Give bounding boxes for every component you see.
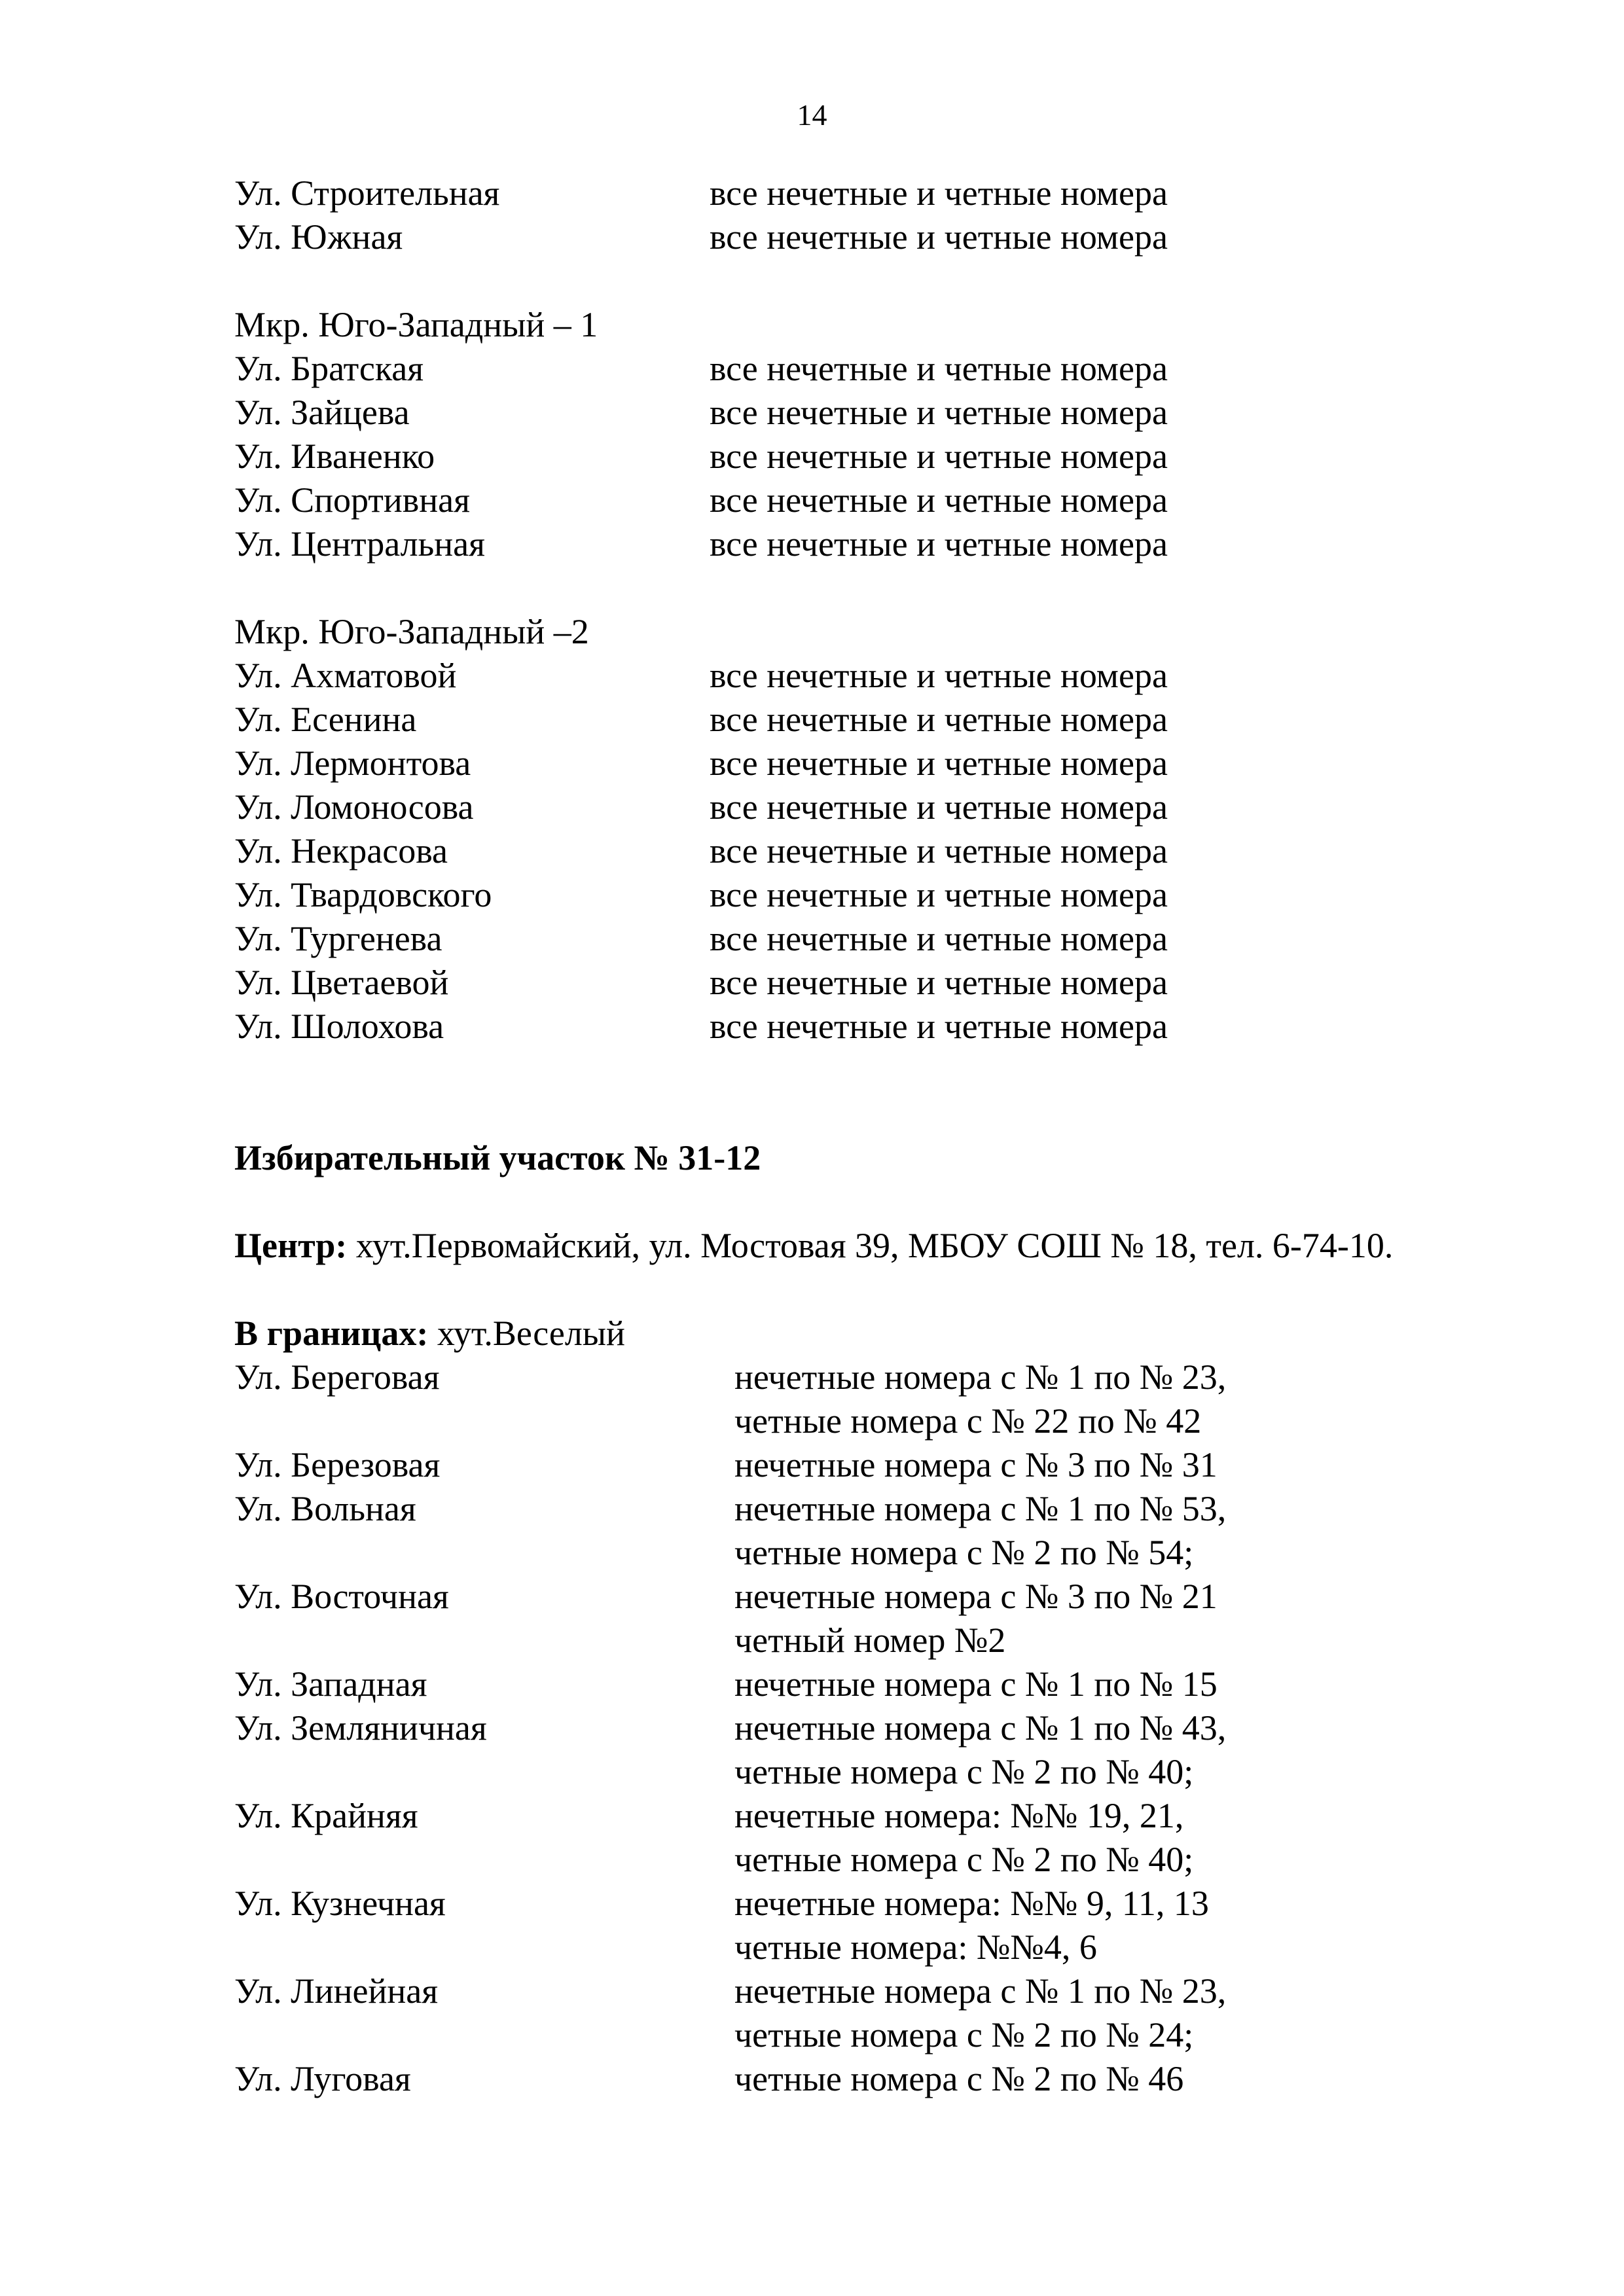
street-row — [234, 215, 1517, 259]
street-name: Ул. Восточная — [234, 1577, 449, 1616]
street-name: Ул. Ломоносова — [234, 787, 474, 827]
house-numbers: четные номера с № 2 по № 40; — [734, 1840, 1194, 1879]
house-numbers: четный номер №2 — [734, 1621, 1006, 1660]
district-title: Избирательный участок № 31-12 — [234, 1138, 761, 1177]
street-row — [234, 1969, 1517, 2013]
street-row — [234, 698, 1517, 742]
street-name: Ул. Крайняя — [234, 1796, 418, 1835]
street-name: Ул. Земляничная — [234, 1708, 487, 1748]
street-row — [234, 1662, 1517, 1706]
street-name — [234, 1750, 734, 1794]
house-numbers: все нечетные и четные номера — [710, 744, 1168, 783]
street-name: Ул. Некрасова — [234, 831, 448, 870]
street-name: Ул. Центральная — [234, 524, 485, 564]
house-numbers: нечетные номера с № 1 по № 15 — [734, 1664, 1218, 1704]
house-numbers: все нечетные и четные номера — [710, 437, 1168, 476]
house-numbers: все нечетные и четные номера — [710, 875, 1168, 914]
street-row — [234, 1750, 1517, 1794]
street-name: Ул. Южная — [234, 217, 403, 257]
street-row — [234, 917, 1517, 961]
microdistrict-1-section — [234, 303, 1517, 566]
street-name — [234, 1838, 734, 1882]
house-numbers: нечетные номера с № 3 по № 31 — [734, 1445, 1218, 1484]
microdistrict-title: Мкр. Юго-Западный – 1 — [234, 305, 598, 344]
house-numbers: все нечетные и четные номера — [710, 1007, 1168, 1046]
house-numbers: нечетные номера с № 3 по № 21 — [734, 1577, 1218, 1616]
house-numbers: нечетные номера с № 1 по № 53, — [734, 1489, 1227, 1528]
street-row — [234, 873, 1517, 917]
house-numbers: нечетные номера с № 1 по № 23, — [734, 1357, 1227, 1397]
street-name: Ул. Шолохова — [234, 1007, 444, 1046]
street-row — [234, 2057, 1517, 2101]
house-numbers: четные номера с № 2 по № 24; — [734, 2015, 1194, 2054]
street-row — [234, 478, 1517, 522]
street-row — [234, 1355, 1517, 1399]
street-row — [234, 1575, 1517, 1619]
house-numbers: четные номера с № 2 по № 46 — [734, 2059, 1184, 2098]
street-row — [234, 785, 1517, 829]
street-row — [234, 1619, 1517, 1662]
street-name — [234, 2013, 734, 2057]
center-label: Центр: — [234, 1226, 348, 1265]
street-row — [234, 1005, 1517, 1049]
top-street-list — [234, 171, 1517, 259]
street-row — [234, 1838, 1517, 1882]
street-name — [234, 1619, 734, 1662]
house-numbers: нечетные номера с № 1 по № 23, — [734, 1971, 1227, 2011]
house-numbers: четные номера с № 22 по № 42 — [734, 1401, 1202, 1441]
street-row — [234, 1794, 1517, 1838]
district-bounds — [234, 1312, 1517, 1355]
street-name: Ул. Линейная — [234, 1971, 439, 2011]
house-numbers: все нечетные и четные номера — [710, 919, 1168, 958]
street-row — [234, 654, 1517, 698]
street-row — [234, 391, 1517, 435]
street-row — [234, 1399, 1517, 1443]
street-name: Ул. Березовая — [234, 1445, 441, 1484]
street-row — [234, 961, 1517, 1005]
street-name: Ул. Кузнечная — [234, 1884, 446, 1923]
street-name: Ул. Тургенева — [234, 919, 442, 958]
house-numbers: все нечетные и четные номера — [710, 524, 1168, 564]
street-row — [234, 1443, 1517, 1487]
house-numbers: все нечетные и четные номера — [710, 480, 1168, 520]
street-name: Ул. Луговая — [234, 2059, 411, 2098]
house-numbers: четные номера с № 2 по № 54; — [734, 1533, 1194, 1572]
microdistrict-title: Мкр. Юго-Западный –2 — [234, 612, 589, 651]
street-row — [234, 171, 1517, 215]
house-numbers: четные номера: №№4, 6 — [734, 1928, 1097, 1967]
street-name: Ул. Береговая — [234, 1357, 440, 1397]
street-name: Ул. Есенина — [234, 700, 417, 739]
street-name: Ул. Ахматовой — [234, 656, 457, 695]
house-numbers: нечетные номера: №№ 19, 21, — [734, 1796, 1184, 1835]
street-row — [234, 742, 1517, 785]
bounds-settlement: хут.Веселый — [428, 1314, 625, 1353]
street-row — [234, 1531, 1517, 1575]
street-row — [234, 2013, 1517, 2057]
street-name — [234, 1531, 734, 1575]
street-name: Ул. Твардовского — [234, 875, 492, 914]
house-numbers: все нечетные и четные номера — [710, 217, 1168, 257]
microdistrict-2-section — [234, 610, 1517, 1049]
street-name — [234, 1926, 734, 1969]
street-row — [234, 1706, 1517, 1750]
page-number: 14 — [797, 98, 827, 132]
house-numbers: все нечетные и четные номера — [710, 173, 1168, 213]
district-center — [234, 1224, 1517, 1268]
document-body — [234, 171, 1517, 2101]
street-name: Ул. Спортивная — [234, 480, 470, 520]
street-name: Ул. Братская — [234, 349, 424, 388]
house-numbers: четные номера с № 2 по № 40; — [734, 1752, 1194, 1791]
street-row — [234, 347, 1517, 391]
house-numbers: все нечетные и четные номера — [710, 963, 1168, 1002]
house-numbers: все нечетные и четные номера — [710, 831, 1168, 870]
street-name — [234, 1399, 734, 1443]
street-name: Ул. Строительная — [234, 173, 500, 213]
street-name: Ул. Вольная — [234, 1489, 416, 1528]
street-row — [234, 1926, 1517, 1969]
house-numbers: все нечетные и четные номера — [710, 700, 1168, 739]
street-name: Ул. Цветаевой — [234, 963, 449, 1002]
street-row — [234, 1882, 1517, 1926]
house-numbers: нечетные номера: №№ 9, 11, 13 — [734, 1884, 1209, 1923]
polling-district-section — [234, 1136, 1517, 2101]
center-address: хут.Первомайский, ул. Мостовая 39, МБОУ СОШ № 18, тел. 6-74-10. — [347, 1226, 1394, 1265]
street-row — [234, 829, 1517, 873]
street-name: Ул. Западная — [234, 1664, 427, 1704]
street-row — [234, 522, 1517, 566]
house-numbers: все нечетные и четные номера — [710, 787, 1168, 827]
house-numbers: нечетные номера с № 1 по № 43, — [734, 1708, 1227, 1748]
house-numbers: все нечетные и четные номера — [710, 349, 1168, 388]
street-name: Ул. Иваненко — [234, 437, 435, 476]
bounds-label: В границах: — [234, 1314, 429, 1353]
house-numbers: все нечетные и четные номера — [710, 656, 1168, 695]
street-row — [234, 1487, 1517, 1531]
street-name: Ул. Лермонтова — [234, 744, 471, 783]
house-numbers: все нечетные и четные номера — [710, 393, 1168, 432]
street-name: Ул. Зайцева — [234, 393, 410, 432]
street-row — [234, 435, 1517, 478]
